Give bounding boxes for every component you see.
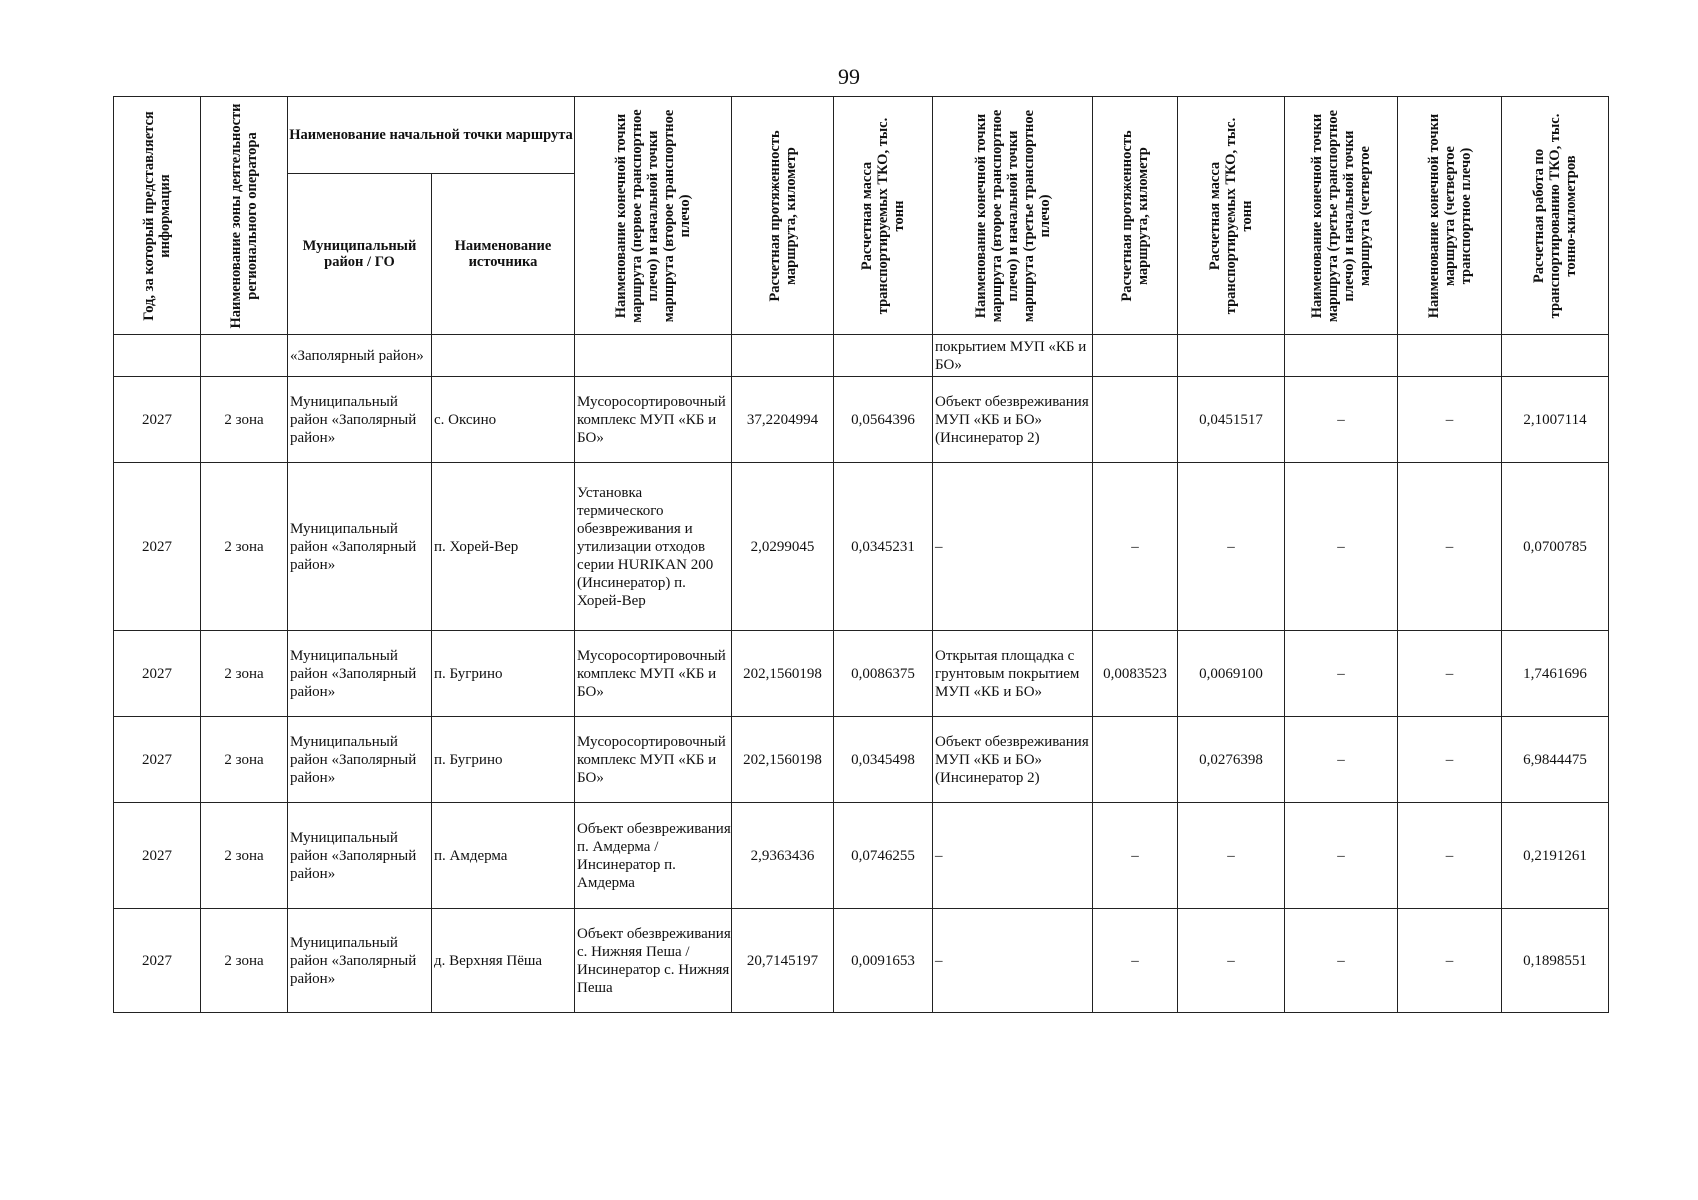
cell-len2: –: [1093, 803, 1178, 909]
cell-end2: покрытием МУП «КБ и БО»: [933, 335, 1093, 377]
cell-mass2: 0,0069100: [1178, 631, 1285, 717]
cell-work: 0,2191261: [1502, 803, 1609, 909]
cell-source: с. Оксино: [432, 377, 575, 463]
table-row: [114, 335, 1609, 377]
cell-source: п. Хорей-Вер: [432, 463, 575, 631]
cell-mass2: –: [1178, 909, 1285, 1013]
cell-source: д. Верхняя Пёша: [432, 909, 575, 1013]
cell-end3: [1285, 335, 1398, 377]
cell-end4: [1398, 335, 1502, 377]
cell-year: 2027: [114, 377, 201, 463]
cell-len2: [1093, 377, 1178, 463]
cell-len1: 20,7145197: [732, 909, 834, 1013]
cell-mass2: –: [1178, 463, 1285, 631]
cell-work: 0,1898551: [1502, 909, 1609, 1013]
cell-len1: 202,1560198: [732, 717, 834, 803]
cell-municipality: Муниципальный район «Заполярный район»: [288, 803, 432, 909]
cell-mass1: 0,0086375: [834, 631, 933, 717]
cell-len2: –: [1093, 463, 1178, 631]
cell-source: [432, 335, 575, 377]
header-year: Год, за который представляется информация: [114, 97, 201, 335]
cell-year: 2027: [114, 717, 201, 803]
cell-len2: –: [1093, 909, 1178, 1013]
table-row: [114, 803, 1609, 909]
cell-mass2: [1178, 335, 1285, 377]
cell-mass2: 0,0276398: [1178, 717, 1285, 803]
cell-len1: 2,9363436: [732, 803, 834, 909]
cell-end4: –: [1398, 463, 1502, 631]
cell-municipality: Муниципальный район «Заполярный район»: [288, 909, 432, 1013]
cell-work: 0,0700785: [1502, 463, 1609, 631]
cell-zone: 2 зона: [201, 377, 288, 463]
cell-end1: Объект обезвреживания с. Нижняя Пеша / Инсинератор с. Нижняя Пеша: [575, 909, 732, 1013]
header-mass1: Расчетная масса транспортируемых ТКО, тыс. тонн: [834, 97, 933, 335]
header-end1: Наименование конечной точки маршрута (первое транспортное плечо) и начальной точки маршрута (второе транспортное плечо): [575, 97, 732, 335]
cell-end2: –: [933, 909, 1093, 1013]
page-number: 99: [838, 64, 860, 89]
cell-zone: [201, 335, 288, 377]
cell-mass1: 0,0091653: [834, 909, 933, 1013]
cell-municipality: Муниципальный район «Заполярный район»: [288, 463, 432, 631]
cell-len1: 37,2204994: [732, 377, 834, 463]
cell-municipality: Муниципальный район «Заполярный район»: [288, 717, 432, 803]
header-end3: Наименование конечной точки маршрута (третье транспортное плечо) и начальной точки маршрута (четвертое: [1285, 97, 1398, 335]
cell-mass1: 0,0746255: [834, 803, 933, 909]
cell-end4: –: [1398, 803, 1502, 909]
header-source: Наименование источника: [432, 174, 575, 335]
cell-end2: –: [933, 463, 1093, 631]
cell-zone: 2 зона: [201, 909, 288, 1013]
cell-len2: [1093, 717, 1178, 803]
cell-len1: 2,0299045: [732, 463, 834, 631]
cell-end3: –: [1285, 803, 1398, 909]
table-row: [114, 377, 1609, 463]
cell-end3: –: [1285, 909, 1398, 1013]
header-len1: Расчетная протяженность маршрута, километр: [732, 97, 834, 335]
cell-end1: Мусоросортировочный комплекс МУП «КБ и БО»: [575, 717, 732, 803]
cell-end3: –: [1285, 377, 1398, 463]
cell-end2: Объект обезвреживания МУП «КБ и БО» (Инсинератор 2): [933, 717, 1093, 803]
header-len2: Расчетная протяженность маршрута, километр: [1093, 97, 1178, 335]
header-end2: Наименование конечной точки маршрута (второе транспортное плечо) и начальной точки маршрута (третье транспортное плечо): [933, 97, 1093, 335]
cell-len2: [1093, 335, 1178, 377]
cell-municipality: Муниципальный район «Заполярный район»: [288, 631, 432, 717]
cell-year: [114, 335, 201, 377]
cell-source: п. Бугрино: [432, 631, 575, 717]
cell-work: 1,7461696: [1502, 631, 1609, 717]
cell-end1: Мусоросортировочный комплекс МУП «КБ и БО»: [575, 631, 732, 717]
cell-len1: 202,1560198: [732, 631, 834, 717]
cell-end2: Объект обезвреживания МУП «КБ и БО» (Инсинератор 2): [933, 377, 1093, 463]
cell-zone: 2 зона: [201, 717, 288, 803]
table-row: [114, 631, 1609, 717]
header-mass2: Расчетная масса транспортируемых ТКО, тыс. тонн: [1178, 97, 1285, 335]
cell-year: 2027: [114, 631, 201, 717]
header-start-point: Наименование начальной точки маршрута: [288, 97, 575, 174]
cell-year: 2027: [114, 909, 201, 1013]
header-end4: Наименование конечной точки маршрута (четвертое транспортное плечо): [1398, 97, 1502, 335]
cell-work: 2,1007114: [1502, 377, 1609, 463]
cell-end1: Установка термического обезвреживания и утилизации отходов серии HURIKAN 200 (Инсинератор) п. Хорей-Вер: [575, 463, 732, 631]
cell-end1: [575, 335, 732, 377]
cell-zone: 2 зона: [201, 631, 288, 717]
cell-work: [1502, 335, 1609, 377]
routes-table: [113, 96, 1609, 1013]
cell-source: п. Бугрино: [432, 717, 575, 803]
cell-mass1: [834, 335, 933, 377]
cell-mass2: 0,0451517: [1178, 377, 1285, 463]
cell-end3: –: [1285, 717, 1398, 803]
cell-end3: –: [1285, 631, 1398, 717]
cell-zone: 2 зона: [201, 803, 288, 909]
cell-municipality: Муниципальный район «Заполярный район»: [288, 377, 432, 463]
cell-len2: 0,0083523: [1093, 631, 1178, 717]
table-row: [114, 463, 1609, 631]
table-row: [114, 717, 1609, 803]
cell-mass1: 0,0345498: [834, 717, 933, 803]
cell-end2: Открытая площадка с грунтовым покрытием МУП «КБ и БО»: [933, 631, 1093, 717]
cell-len1: [732, 335, 834, 377]
header-zone: Наименование зоны деятельности регионального оператора: [201, 97, 288, 335]
cell-year: 2027: [114, 463, 201, 631]
cell-end4: –: [1398, 909, 1502, 1013]
cell-end1: Объект обезвреживания п. Амдерма / Инсинератор п. Амдерма: [575, 803, 732, 909]
cell-mass1: 0,0564396: [834, 377, 933, 463]
cell-end2: –: [933, 803, 1093, 909]
cell-source: п. Амдерма: [432, 803, 575, 909]
cell-end4: –: [1398, 377, 1502, 463]
cell-end3: –: [1285, 463, 1398, 631]
cell-year: 2027: [114, 803, 201, 909]
cell-work: 6,9844475: [1502, 717, 1609, 803]
cell-zone: 2 зона: [201, 463, 288, 631]
cell-mass2: –: [1178, 803, 1285, 909]
cell-end4: –: [1398, 717, 1502, 803]
cell-municipality: «Заполярный район»: [288, 335, 432, 377]
table-row: [114, 909, 1609, 1013]
cell-end4: –: [1398, 631, 1502, 717]
header-municipality: Муниципальный район / ГО: [288, 174, 432, 335]
cell-end1: Мусоросортировочный комплекс МУП «КБ и БО»: [575, 377, 732, 463]
cell-mass1: 0,0345231: [834, 463, 933, 631]
header-work: Расчетная работа по транспортированию ТКО, тыс. тонно-километров: [1502, 97, 1609, 335]
